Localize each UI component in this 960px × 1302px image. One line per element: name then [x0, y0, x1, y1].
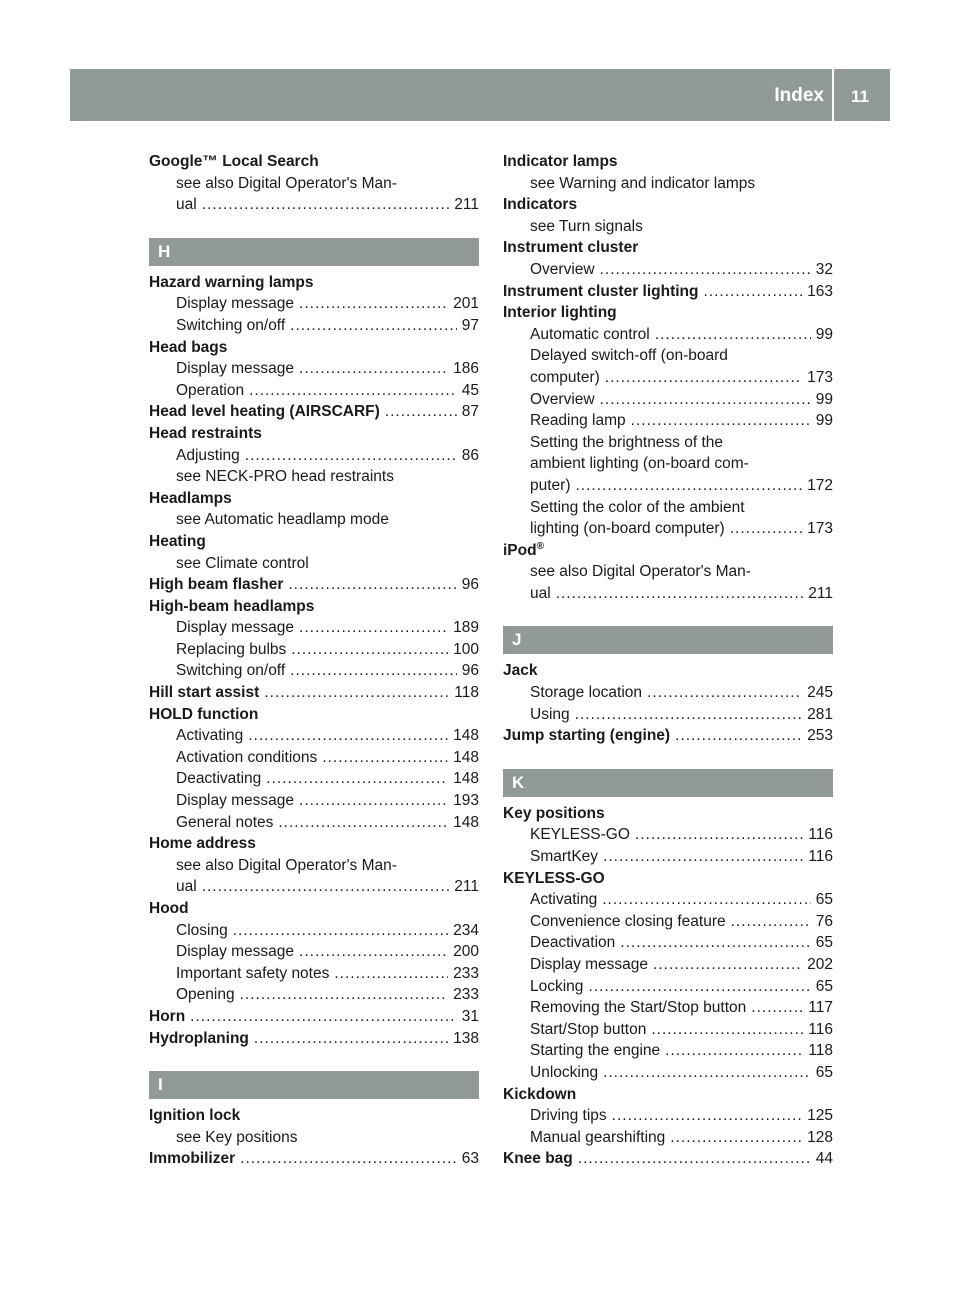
page-ref: 87 [461, 403, 479, 421]
entry-text: HOLD function [149, 705, 259, 723]
spacer [149, 1049, 479, 1071]
page-ref: 125 [807, 1107, 833, 1125]
entry-text: Jump starting (engine) [503, 727, 671, 745]
index-subentry [149, 358, 479, 380]
entry-text: Key positions [503, 804, 605, 822]
dot-leader [202, 876, 450, 898]
index-subentry [149, 660, 479, 682]
index-heading [149, 1006, 479, 1028]
entry-text: High-beam headlamps [149, 597, 315, 615]
dot-leader [556, 583, 804, 605]
index-subentry [503, 824, 833, 846]
entry-text: see also Digital Operator's Man- [530, 563, 751, 581]
dot-leader [245, 445, 457, 467]
page-ref: 245 [807, 684, 833, 702]
page-ref: 31 [461, 1007, 479, 1025]
index-subentry [149, 466, 479, 488]
dot-leader [602, 889, 811, 911]
page-ref: 116 [808, 848, 833, 866]
index-heading [503, 660, 833, 682]
index-subentry [503, 475, 833, 497]
index-subentry [503, 324, 833, 346]
letter-heading-i: I [149, 1071, 479, 1099]
entry-text: Interior lighting [503, 304, 617, 322]
entry-text: Deactivation [530, 934, 616, 952]
entry-text: Heating [149, 532, 206, 550]
dot-leader [603, 1062, 811, 1084]
index-subentry [503, 453, 833, 475]
entry-text: Switching on/off [176, 316, 286, 334]
index-subentry [149, 725, 479, 747]
entry-text: Display message [176, 792, 295, 810]
index-subentry [149, 984, 479, 1006]
index-subentry [503, 389, 833, 411]
entry-text: Adjusting [176, 446, 240, 464]
entry-text: see also Digital Operator's Man- [176, 856, 397, 874]
page-ref: 116 [808, 826, 833, 844]
dot-leader [635, 824, 803, 846]
index-subentry [149, 876, 479, 898]
dot-leader [248, 725, 448, 747]
entry-text: Delayed switch-off (on-board [530, 347, 728, 365]
page-ref: 148 [453, 748, 479, 766]
page-ref: 116 [808, 1020, 833, 1038]
index-subentry [503, 518, 833, 540]
entry-text: see NECK-PRO head restraints [176, 468, 394, 486]
index-subentry [149, 617, 479, 639]
page-ref: 99 [815, 390, 833, 408]
page-ref: 65 [815, 891, 833, 909]
index-subentry [503, 954, 833, 976]
dot-leader [575, 704, 802, 726]
entry-text: Convenience closing feature [530, 912, 726, 930]
dot-leader [730, 518, 802, 540]
index-heading [149, 704, 479, 726]
dot-leader [603, 846, 803, 868]
entry-text: ual [530, 584, 551, 602]
index-heading [503, 725, 833, 747]
dot-leader [588, 976, 810, 998]
entry-text: Important safety notes [176, 964, 330, 982]
page-ref: 96 [461, 662, 479, 680]
index-subentry [149, 747, 479, 769]
dot-leader [651, 1019, 803, 1041]
dot-leader [291, 639, 448, 661]
index-heading [503, 540, 833, 562]
dot-leader [299, 358, 448, 380]
index-subentry [149, 380, 479, 402]
index-subentry [503, 889, 833, 911]
dot-leader [202, 194, 450, 216]
entry-group [503, 151, 833, 604]
page-ref: 211 [808, 584, 833, 602]
index-subentry [149, 293, 479, 315]
entry-text: Ignition lock [149, 1107, 241, 1125]
entry-text: Activation conditions [176, 748, 318, 766]
page-ref: 118 [454, 684, 479, 702]
dot-leader [249, 380, 457, 402]
entry-text: see Automatic headlamp mode [176, 511, 389, 529]
page-ref: 118 [808, 1042, 833, 1060]
entry-text: Storage location [530, 684, 643, 702]
entry-text: Overview [530, 260, 595, 278]
entry-text: Horn [149, 1007, 186, 1025]
entry-text: Replacing bulbs [176, 640, 287, 658]
entry-text: Display message [176, 943, 295, 961]
page-ref: 201 [453, 295, 479, 313]
dot-leader [322, 747, 448, 769]
index-subentry [149, 812, 479, 834]
entry-group [149, 151, 479, 216]
entry-text: Display message [176, 360, 295, 378]
index-subentry [149, 768, 479, 790]
entry-group [149, 272, 479, 1049]
entry-text: ambient lighting (on-board com- [530, 455, 749, 473]
entry-text: Display message [176, 295, 295, 313]
index-subentry [503, 682, 833, 704]
index-subentry [149, 445, 479, 467]
index-subentry [503, 173, 833, 195]
index-subentry [503, 1019, 833, 1041]
entry-text: Start/Stop button [530, 1020, 647, 1038]
entry-group [503, 660, 833, 746]
index-heading [149, 531, 479, 553]
index-heading [149, 401, 479, 423]
page-ref: 186 [453, 360, 479, 378]
page-ref: 253 [807, 727, 833, 745]
dot-leader [290, 315, 457, 337]
index-subentry [149, 509, 479, 531]
entry-text: Indicators [503, 196, 578, 214]
entry-text: Instrument cluster lighting [503, 282, 699, 300]
index-subentry [503, 1105, 833, 1127]
section-title: Index [774, 85, 824, 106]
index-subentry [149, 920, 479, 942]
index-heading [503, 868, 833, 890]
page-ref: 45 [461, 381, 479, 399]
index-subentry [503, 345, 833, 367]
dot-leader [278, 812, 448, 834]
entry-text: iPod® [503, 540, 544, 559]
entry-text: Using [530, 705, 570, 723]
index-subentry [149, 963, 479, 985]
entry-text: Indicator lamps [503, 153, 618, 170]
entry-text: Head bags [149, 338, 228, 356]
index-heading [149, 682, 479, 704]
index-subentry [503, 976, 833, 998]
entry-text: ual [176, 878, 197, 896]
entry-text: Display message [530, 956, 649, 973]
entry-text: Manual gearshifting [530, 1128, 666, 1146]
dot-leader [600, 389, 811, 411]
dot-leader [576, 475, 803, 497]
dot-leader [233, 920, 448, 942]
index-subentry [503, 911, 833, 933]
spacer [503, 747, 833, 769]
page-ref: 86 [461, 446, 479, 464]
registered-mark: ® [536, 540, 544, 552]
index-heading [503, 194, 833, 216]
dot-leader [647, 682, 802, 704]
index-subentry [503, 561, 833, 583]
dot-leader [751, 997, 803, 1019]
dot-leader [385, 401, 457, 423]
entry-text: Closing [176, 921, 228, 939]
page-ref: 96 [461, 576, 479, 594]
entry-text: Immobilizer [149, 1150, 236, 1168]
page-ref: 200 [453, 943, 479, 961]
page-ref: 63 [461, 1150, 479, 1168]
entry-text: Deactivating [176, 770, 262, 788]
entry-text: Hazard warning lamps [149, 273, 314, 291]
entry-text: see Turn signals [530, 217, 643, 235]
entry-text: Activating [176, 727, 244, 745]
letter-heading-h: H [149, 238, 479, 266]
entry-text: KEYLESS-GO [530, 826, 630, 844]
entry-text: Jack [503, 662, 538, 680]
page-ref: 211 [454, 878, 479, 896]
page-ref: 65 [815, 1063, 833, 1081]
page-ref: 65 [815, 977, 833, 995]
page-ref: 234 [453, 921, 479, 939]
dot-leader [653, 954, 802, 976]
index-subentry [503, 216, 833, 238]
index-subentry [503, 410, 833, 432]
index-subentry [503, 497, 833, 519]
index-subentry [149, 941, 479, 963]
header-divider [832, 69, 834, 121]
dot-leader [299, 293, 448, 315]
entry-text: Removing the Start/Stop button [530, 999, 747, 1017]
index-subentry [149, 315, 479, 337]
index-heading [503, 1148, 833, 1170]
dot-leader [600, 259, 811, 281]
page-ref: 202 [807, 956, 833, 973]
index-subentry [503, 432, 833, 454]
page-ref: 99 [815, 325, 833, 343]
dot-leader [288, 574, 456, 596]
entry-text: SmartKey [530, 848, 599, 866]
entry-text: Hood [149, 900, 189, 917]
dot-leader [290, 660, 457, 682]
letter-heading-j: J [503, 626, 833, 654]
entry-text: lighting (on-board computer) [530, 520, 725, 538]
dot-leader [670, 1127, 802, 1149]
index-heading [503, 151, 833, 173]
dot-leader [299, 790, 448, 812]
dot-leader [631, 410, 811, 432]
page-number: 11 [851, 87, 869, 106]
entry-text: Opening [176, 986, 235, 1004]
index-heading [149, 151, 479, 173]
dot-leader [578, 1148, 811, 1170]
index-heading [149, 596, 479, 618]
dot-leader [655, 324, 811, 346]
page-ref: 65 [815, 934, 833, 952]
index-column-left [149, 151, 479, 1170]
dot-leader [334, 963, 448, 985]
page-ref: 172 [807, 476, 833, 494]
entry-text: Head level heating (AIRSCARF) [149, 403, 380, 421]
index-heading [149, 272, 479, 294]
index-heading [149, 1028, 479, 1050]
dot-leader [254, 1028, 448, 1050]
dot-leader [190, 1006, 457, 1028]
index-subentry [149, 639, 479, 661]
letter-heading-k: K [503, 769, 833, 797]
index-heading [149, 833, 479, 855]
entry-text: Hill start assist [149, 684, 260, 702]
entry-text: KEYLESS-GO [503, 869, 605, 887]
page-ref: 148 [453, 770, 479, 788]
entry-text: ual [176, 196, 197, 214]
index-heading [503, 302, 833, 324]
index-subentry [503, 704, 833, 726]
entry-text: Setting the color of the ambient [530, 498, 745, 516]
index-subentry [503, 932, 833, 954]
entry-text: see also Digital Operator's Man- [176, 174, 397, 192]
entry-text: Display message [176, 619, 295, 637]
index-subentry [149, 790, 479, 812]
page-ref: 100 [453, 640, 479, 658]
index-heading [149, 898, 479, 920]
index-subentry [149, 194, 479, 216]
index-subentry [149, 173, 479, 195]
index-heading [149, 488, 479, 510]
page-header [70, 69, 890, 121]
index-subentry [503, 583, 833, 605]
dot-leader [299, 617, 448, 639]
index-heading [503, 237, 833, 259]
index-heading [149, 337, 479, 359]
index-heading [503, 281, 833, 303]
page-ref: 211 [454, 196, 479, 214]
index-subentry [149, 553, 479, 575]
entry-text: Setting the brightness of the [530, 433, 724, 451]
index-subentry [503, 367, 833, 389]
index-column-right [503, 151, 833, 1170]
index-subentry [503, 997, 833, 1019]
page-ref: 128 [807, 1128, 833, 1146]
page-ref: 233 [453, 964, 479, 982]
entry-text: see Climate control [176, 554, 309, 572]
entry-text: puter) [530, 476, 571, 494]
index-heading [503, 1084, 833, 1106]
dot-leader [605, 367, 802, 389]
entry-text: see Warning and indicator lamps [530, 174, 756, 192]
entry-text: Driving tips [530, 1107, 607, 1125]
page-ref: 32 [815, 260, 833, 278]
index-subentry [503, 1040, 833, 1062]
entry-group [149, 1105, 479, 1170]
dot-leader [703, 281, 802, 303]
entry-text: Head restraints [149, 424, 262, 442]
entry-text: High beam flasher [149, 576, 284, 594]
index-subentry [503, 1127, 833, 1149]
dot-leader [731, 911, 811, 933]
dot-leader [620, 932, 810, 954]
entry-text: Knee bag [503, 1150, 573, 1168]
dot-leader [299, 941, 448, 963]
entry-text: Activating [530, 891, 598, 909]
dot-leader [612, 1105, 802, 1127]
entry-text: General notes [176, 813, 274, 831]
entry-text: see Key positions [176, 1128, 298, 1146]
index-heading [149, 1105, 479, 1127]
index-heading [149, 574, 479, 596]
dot-leader [240, 984, 449, 1006]
entry-text: Overview [530, 390, 595, 408]
entry-text: Instrument cluster [503, 239, 639, 257]
page-ref: 189 [453, 619, 479, 637]
page-ref: 193 [453, 792, 479, 810]
page-ref: 76 [815, 912, 833, 930]
entry-text: Headlamps [149, 489, 232, 507]
entry-text: Google™ Local Search [149, 153, 319, 170]
dot-leader [264, 682, 449, 704]
page-ref: 173 [807, 368, 833, 386]
entry-group [503, 803, 833, 1170]
index-subentry [503, 1062, 833, 1084]
entry-text: computer) [530, 368, 600, 386]
index-subentry [149, 1127, 479, 1149]
page-ref: 44 [815, 1150, 833, 1168]
entry-text: Home address [149, 835, 256, 853]
entry-text: Reading lamp [530, 412, 626, 430]
page-ref: 138 [453, 1029, 479, 1047]
page-ref: 163 [807, 282, 833, 300]
page-ref: 233 [453, 986, 479, 1004]
dot-leader [240, 1148, 457, 1170]
entry-text: Unlocking [530, 1063, 599, 1081]
entry-text: Kickdown [503, 1085, 577, 1103]
spacer [149, 216, 479, 238]
entry-text: Automatic control [530, 325, 650, 343]
entry-text: Operation [176, 381, 245, 399]
entry-text: Hydroplaning [149, 1029, 249, 1047]
page-ref: 99 [815, 412, 833, 430]
dot-leader [675, 725, 802, 747]
entry-text: Locking [530, 977, 584, 995]
page-ref: 117 [808, 999, 833, 1017]
index-heading [149, 1148, 479, 1170]
entry-text: Starting the engine [530, 1042, 661, 1060]
page-ref: 148 [453, 813, 479, 831]
dot-leader [266, 768, 448, 790]
page-ref: 97 [461, 316, 479, 334]
entry-text: Switching on/off [176, 662, 286, 680]
dot-leader [665, 1040, 803, 1062]
spacer [503, 604, 833, 626]
index-subentry [149, 855, 479, 877]
index-heading [149, 423, 479, 445]
page-ref: 173 [807, 520, 833, 538]
index-heading [503, 803, 833, 825]
page-ref: 148 [453, 727, 479, 745]
page-ref: 281 [807, 705, 833, 723]
index-subentry [503, 259, 833, 281]
index-subentry [503, 846, 833, 868]
